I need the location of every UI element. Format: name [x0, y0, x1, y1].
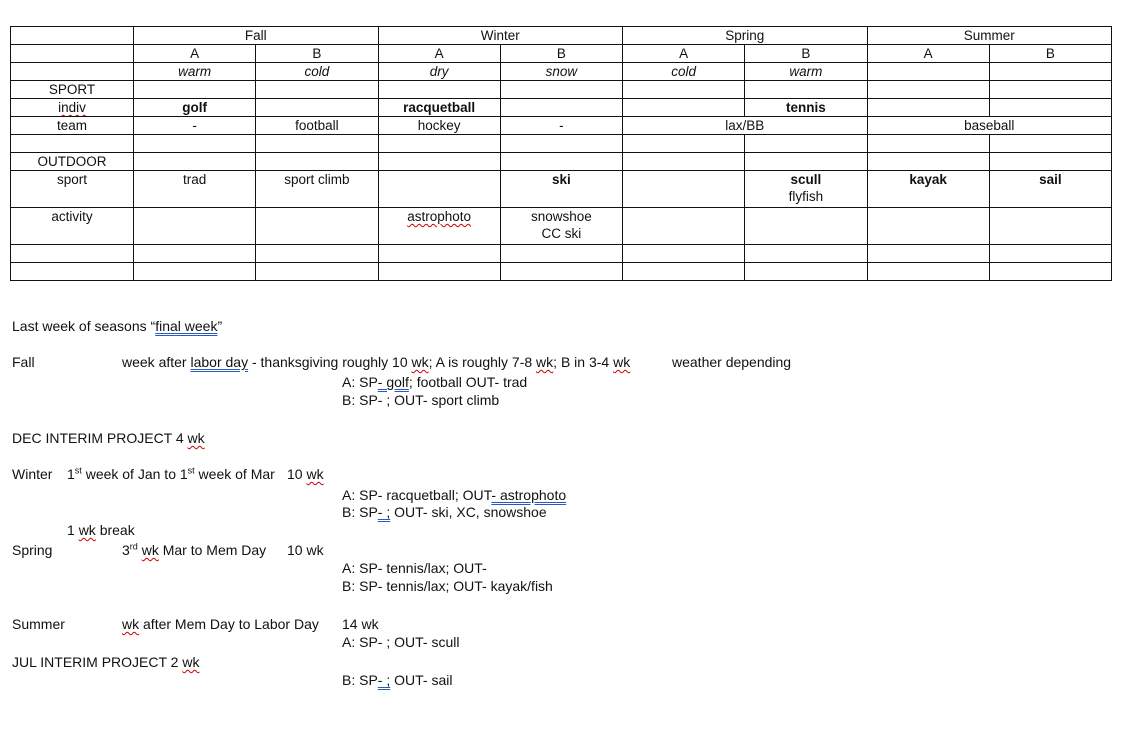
blank-cell: [11, 245, 134, 263]
blank-cell: [134, 208, 256, 245]
fall-a-text: ; football OUT- trad: [408, 374, 528, 390]
break-text: break: [95, 522, 135, 538]
winter-a-condition: dry: [378, 63, 500, 81]
fall-b-plan: B: SP- ; OUT- sport climb: [342, 392, 500, 408]
condition-row: [11, 63, 1112, 81]
outdoor-summer-a: kayak: [867, 171, 989, 208]
blank-cell: [623, 153, 745, 171]
spring-b-plan: B: SP- tennis/lax; OUT- kayak/fish: [342, 578, 553, 594]
blank-cell: [134, 153, 256, 171]
team-summer: baseball: [867, 117, 1112, 135]
winter-text: wk: [306, 466, 324, 482]
blank-cell: [500, 263, 622, 281]
winter-b-plan: [342, 503, 547, 521]
winter-a-plan: [342, 486, 566, 504]
winter-a: A: [378, 45, 500, 63]
fall-text: labor day: [190, 354, 249, 370]
jul-text: wk: [182, 654, 200, 670]
winter-schedule: [67, 465, 275, 483]
fall-a-plan: [342, 373, 527, 391]
blank-cell: [500, 153, 622, 171]
winter-text: st: [187, 465, 195, 476]
outdoor-spring-b-scull: scull: [790, 172, 822, 187]
blank-cell: [11, 263, 134, 281]
season-header-row: [11, 27, 1112, 45]
blank-cell: [623, 81, 745, 99]
blank-cell: [745, 135, 867, 153]
blank-cell: [256, 245, 378, 263]
blank-cell: [989, 99, 1111, 117]
blank-cell: [256, 208, 378, 245]
sport-header: SPORT: [11, 81, 134, 99]
fall-b: B: [256, 45, 378, 63]
blank-cell: [623, 263, 745, 281]
team-fall-a: -: [134, 117, 256, 135]
summer-a: A: [867, 45, 989, 63]
dec-text: DEC INTERIM PROJECT 4: [12, 430, 188, 446]
summer-b-text: - ;: [377, 672, 391, 688]
blank-cell: [867, 208, 989, 245]
blank-cell: [256, 135, 378, 153]
blank-cell: [623, 171, 745, 208]
blank-cell: [867, 63, 989, 81]
blank-cell: [500, 99, 622, 117]
fall-text: week after: [122, 354, 191, 370]
outdoor-fall-b: sport climb: [256, 171, 378, 208]
outdoor-spring-b: [745, 171, 867, 208]
fall-text: wk: [411, 354, 429, 370]
spring-a-plan: A: SP- tennis/lax; OUT-: [342, 560, 487, 576]
summer-text: after Mem Day to Labor Day: [139, 616, 319, 632]
blank-cell: [500, 245, 622, 263]
summer-b: B: [989, 45, 1111, 63]
summer-label: Summer: [12, 616, 65, 632]
blank-cell: [867, 135, 989, 153]
spacer-row: [11, 245, 1112, 263]
blank-cell: [867, 245, 989, 263]
indiv-label-text: indiv: [58, 100, 86, 115]
outdoor-fall-a: trad: [134, 171, 256, 208]
blank-cell: [11, 27, 134, 45]
blank-cell: [989, 81, 1111, 99]
blank-cell: [623, 208, 745, 245]
final-week-suffix: ”: [217, 318, 223, 334]
winter-text: week of Jan to 1: [81, 466, 188, 482]
final-week-text: final week: [155, 318, 218, 334]
winter-text: 1: [67, 466, 75, 482]
fall-b-condition: cold: [256, 63, 378, 81]
blank-cell: [867, 153, 989, 171]
indiv-label: [11, 99, 134, 117]
spacer-row: [11, 135, 1112, 153]
blank-cell: [11, 63, 134, 81]
sport-header-row: [11, 81, 1112, 99]
season-summer: Summer: [867, 27, 1112, 45]
blank-cell: [867, 263, 989, 281]
blank-cell: [256, 81, 378, 99]
blank-cell: [378, 135, 500, 153]
indiv-row: [11, 99, 1112, 117]
winter-a-text: A: SP- racquetball; OUT: [342, 487, 492, 503]
blank-cell: [500, 81, 622, 99]
spring-schedule: [122, 541, 266, 559]
blank-cell: [134, 81, 256, 99]
blank-cell: [745, 245, 867, 263]
blank-cell: [378, 171, 500, 208]
fall-text: - thanksgiving roughly 10: [248, 354, 412, 370]
winter-text: st: [74, 465, 82, 476]
blank-cell: [500, 135, 622, 153]
blank-cell: [989, 263, 1111, 281]
outdoor-header-row: [11, 153, 1112, 171]
season-winter: Winter: [378, 27, 623, 45]
spring-text: Mar to Mem Day: [158, 542, 267, 558]
final-week-note: [12, 317, 222, 335]
blank-cell: [134, 245, 256, 263]
blank-cell: [256, 263, 378, 281]
break-text: 1: [67, 522, 79, 538]
fall-weather-note: weather depending: [672, 354, 792, 370]
blank-cell: [989, 63, 1111, 81]
blank-cell: [623, 99, 745, 117]
spring-a-condition: cold: [623, 63, 745, 81]
break-text: wk: [78, 522, 96, 538]
winter-b-text: B: SP: [342, 504, 378, 520]
blank-cell: [745, 263, 867, 281]
ab-row: [11, 45, 1112, 63]
activity-winter-a-text: astrophoto: [407, 209, 472, 224]
fall-a: A: [134, 45, 256, 63]
blank-cell: [745, 153, 867, 171]
fall-schedule: [122, 353, 630, 371]
fall-text: ; B in 3-4: [553, 354, 614, 370]
blank-cell: [378, 81, 500, 99]
spring-text: rd: [129, 541, 138, 552]
activity-winter-b: [500, 208, 622, 245]
winter-duration: [287, 465, 324, 483]
fall-label: Fall: [12, 354, 35, 370]
blank-cell: [623, 245, 745, 263]
spacer-row: [11, 263, 1112, 281]
blank-cell: [989, 208, 1111, 245]
team-label: team: [11, 117, 134, 135]
break-note: [67, 521, 135, 539]
summer-schedule: [122, 615, 319, 633]
blank-cell: [134, 263, 256, 281]
blank-cell: [256, 153, 378, 171]
blank-cell: [11, 135, 134, 153]
fall-a-condition: warm: [134, 63, 256, 81]
blank-cell: [989, 135, 1111, 153]
blank-cell: [867, 81, 989, 99]
fall-a-text: - golf: [377, 374, 409, 390]
activity-snowshoe: snowshoe: [530, 209, 592, 224]
outdoor-header: OUTDOOR: [11, 153, 134, 171]
blank-cell: [745, 81, 867, 99]
team-fall-b: football: [256, 117, 378, 135]
blank-cell: [134, 135, 256, 153]
summer-b-text: B: SP: [342, 672, 378, 688]
season-spring: Spring: [623, 27, 868, 45]
team-spring: lax/BB: [623, 117, 868, 135]
indiv-fall-a: golf: [134, 99, 256, 117]
winter-b: B: [500, 45, 622, 63]
winter-text: week of Mar: [194, 466, 275, 482]
winter-b-text: OUT- ski, XC, snowshoe: [390, 504, 547, 520]
team-winter-a: hockey: [378, 117, 500, 135]
activity-label: activity: [11, 208, 134, 245]
blank-cell: [989, 153, 1111, 171]
blank-cell: [378, 263, 500, 281]
summer-b-text: OUT- sail: [390, 672, 453, 688]
final-week-prefix: Last week of seasons “: [12, 318, 156, 334]
blank-cell: [867, 99, 989, 117]
fall-text: wk: [536, 354, 554, 370]
winter-b-condition: snow: [500, 63, 622, 81]
blank-cell: [745, 208, 867, 245]
outdoor-spring-b-flyfish: flyfish: [788, 189, 824, 204]
winter-text: 10: [287, 466, 307, 482]
blank-cell: [378, 245, 500, 263]
indiv-winter-a: racquetball: [378, 99, 500, 117]
activity-cc-ski: CC ski: [541, 226, 582, 241]
spring-a: A: [623, 45, 745, 63]
spring-text: 3: [122, 542, 130, 558]
fall-text: wk: [613, 354, 631, 370]
spring-duration: 10 wk: [287, 542, 324, 558]
season-fall: Fall: [134, 27, 379, 45]
winter-a-text: - astrophoto: [491, 487, 567, 503]
blank-cell: [256, 99, 378, 117]
activity-row: [11, 208, 1112, 245]
outdoor-winter-b: ski: [500, 171, 622, 208]
jul-interim-note: [12, 653, 199, 671]
winter-label: Winter: [12, 466, 53, 482]
spring-b: B: [745, 45, 867, 63]
fall-text: ; A is roughly 7-8: [428, 354, 537, 370]
dec-interim-note: [12, 429, 205, 447]
dec-text: wk: [187, 430, 205, 446]
activity-winter-a: [378, 208, 500, 245]
spring-label: Spring: [12, 542, 53, 558]
winter-b-text: - ;: [377, 504, 391, 520]
blank-cell: [11, 45, 134, 63]
blank-cell: [989, 245, 1111, 263]
fall-a-text: A: SP: [342, 374, 378, 390]
summer-text: wk: [122, 616, 140, 632]
team-row: [11, 117, 1112, 135]
jul-text: JUL INTERIM PROJECT 2: [12, 654, 183, 670]
season-planning-table: [10, 26, 1112, 281]
summer-a-plan: A: SP- ; OUT- scull: [342, 634, 460, 650]
team-winter-b: -: [500, 117, 622, 135]
indiv-spring-b: tennis: [745, 99, 867, 117]
blank-cell: [623, 135, 745, 153]
outdoor-sport-row: [11, 171, 1112, 208]
outdoor-summer-b: sail: [989, 171, 1111, 208]
spring-b-condition: warm: [745, 63, 867, 81]
spring-text: wk: [141, 542, 159, 558]
summer-b-plan: [342, 671, 452, 689]
blank-cell: [378, 153, 500, 171]
summer-duration: 14 wk: [342, 616, 379, 632]
outdoor-sport-label: sport: [11, 171, 134, 208]
